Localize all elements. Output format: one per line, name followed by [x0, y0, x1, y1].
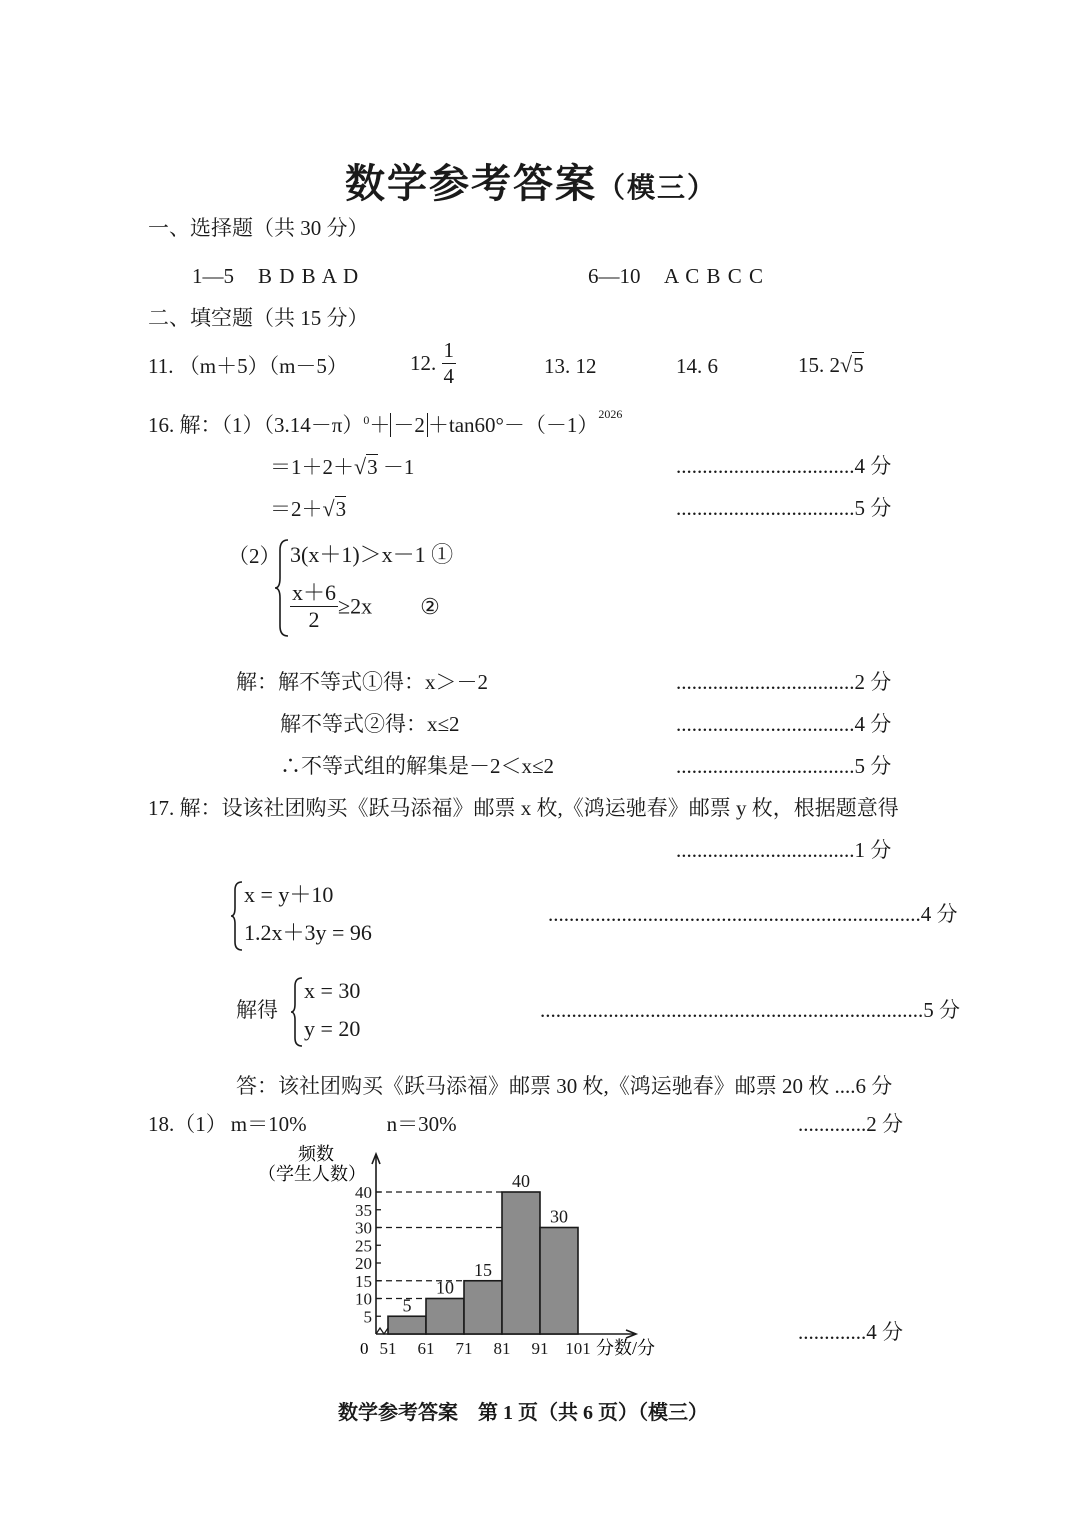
q16-ineq2-den: 2: [308, 607, 320, 632]
q18-part1: [148, 1114, 457, 1135]
q16-part2-label: （2）: [228, 544, 281, 568]
page-footer: 数学参考答案 第 1 页（共 6 页）（模三）: [338, 1402, 708, 1424]
q17-answer: 答：该社团购买《跃马添福》邮票 30 枚,《鸿运驰春》邮票 20 枚 ....6 分: [236, 1074, 893, 1098]
q16-step1-rad: 3: [367, 455, 378, 479]
q17-intro: 17. 解：设该社团购买《跃马添福》邮票 x 枚,《鸿运驰春》邮票 y 枚，根据题意得: [148, 796, 899, 820]
brace-icon: [290, 976, 304, 1048]
chart-data-label: 5: [402, 1295, 412, 1316]
q16-step1: [270, 456, 414, 478]
q16-sol3-score: ..................................5 分: [676, 754, 892, 778]
q16-ineq2: [290, 582, 440, 631]
q18-part1-score: .............2 分: [798, 1112, 903, 1136]
sqrt-icon: √: [322, 496, 335, 521]
q17-solve-label: 解得: [236, 998, 278, 1022]
chart-y-tick-label: 20: [355, 1254, 372, 1273]
q17-sol-score: .........................................................................5 分: [540, 998, 960, 1022]
chart-y-tick-label: 40: [355, 1183, 372, 1202]
chart-y-tick-label: 15: [355, 1271, 372, 1291]
q15-radicand: 5: [853, 353, 864, 377]
q17-eq-score: .......................................................................4 分: [548, 902, 958, 926]
chart-ylabel-line2: （学生人数）: [258, 1164, 366, 1184]
chart-y-tick-label: 25: [355, 1236, 372, 1256]
chart-plot-area: [355, 1154, 636, 1358]
q17-sol-y: y = 20: [304, 1016, 361, 1041]
chart-x-tick-label: 61: [417, 1339, 435, 1358]
q16-tan-part: ＋tan60°－（－1）: [427, 413, 599, 437]
fill-q12: [410, 340, 456, 387]
q18-label: 18.（1）: [148, 1112, 227, 1136]
choice-answers-2: A C B C C: [664, 264, 765, 288]
chart-x-tick-label: 51: [379, 1339, 397, 1358]
q16-expression: [148, 407, 623, 437]
q16-exp0: 0: [363, 413, 370, 427]
q16-step1-score: ..................................4 分: [676, 454, 892, 478]
chart-x-tick-label: 91: [531, 1339, 549, 1358]
chart-bar: [464, 1281, 502, 1334]
fill-q13: 13. 12: [544, 354, 597, 378]
choice-range-2: 6—10: [588, 264, 641, 288]
chart-y-tick-label: 30: [355, 1218, 372, 1238]
q16-abs: －2: [390, 413, 428, 437]
chart-ylabel-line1: 频数: [298, 1144, 334, 1164]
page-title-sub: （模三）: [597, 173, 718, 204]
choice-range-1: 1—5: [192, 264, 234, 288]
q16-plus: ＋: [369, 413, 391, 437]
q17-eq1: x = y＋10: [244, 882, 334, 907]
choice-answers-1: B D B A D: [258, 264, 360, 288]
q17-sol-x: x = 30: [304, 978, 361, 1003]
chart-x-tick-label: 71: [455, 1339, 473, 1358]
q15-label: 15. 2: [798, 353, 840, 377]
q16-ineq2-rest: ≥2x: [338, 593, 373, 619]
sqrt-icon: √: [354, 454, 367, 479]
fill-q11: [148, 356, 348, 377]
chart-data-label: 15: [474, 1259, 492, 1280]
brace-icon: [230, 880, 244, 952]
q17-eq2: 1.2x＋3y = 96: [244, 920, 372, 945]
q18-chart-score: .............4 分: [798, 1320, 903, 1344]
q16-sol2-score: ..................................4 分: [676, 712, 892, 736]
chart-data-label: 10: [436, 1277, 454, 1298]
q16-sol2: 解不等式②得：x≤2: [280, 712, 460, 736]
q11-answer: （m＋5）（m－5）: [178, 354, 348, 378]
q16-ineq2-fraction: [290, 582, 338, 631]
q16-step1-pre: ＝1＋2＋: [270, 455, 354, 479]
q16-step2-score: ..................................5 分: [676, 496, 892, 520]
section-fill-heading: 二、填空题（共 15 分）: [148, 306, 369, 330]
q12-denominator: 4: [443, 364, 454, 388]
q11-label: 11.: [148, 354, 174, 378]
q12-label: 12.: [410, 351, 437, 375]
q16-ineq2-num: x＋6: [292, 580, 337, 605]
q16-sol1: 解：解不等式①得：x＞－2: [236, 670, 488, 694]
chart-data-label: 30: [550, 1206, 568, 1227]
page-title-main: 数学参考答案: [345, 161, 597, 206]
histogram-chart: [250, 1138, 680, 1368]
q16-step2-rad: 3: [335, 497, 347, 521]
chart-y-tick-label: 10: [355, 1289, 372, 1309]
q16-sol3: ∴不等式组的解集是－2＜x≤2: [280, 754, 555, 778]
q12-numerator: 1: [443, 338, 454, 362]
q16-step2-pre: ＝2＋: [270, 497, 323, 521]
chart-bar: [502, 1192, 540, 1334]
section-choice-heading: 一、选择题（共 30 分）: [148, 216, 369, 240]
q16-step2: [270, 498, 346, 520]
q16-exp2026: 2026: [598, 407, 623, 421]
chart-bar: [426, 1299, 464, 1335]
chart-y-tick-label: 5: [363, 1307, 372, 1327]
q16-sol1-score: ..................................2 分: [676, 670, 892, 694]
q16-step1-post: －1: [382, 455, 415, 479]
chart-x-tick-label: 81: [493, 1339, 511, 1358]
chart-y-tick-label: 35: [355, 1200, 372, 1220]
chart-xlabel: 分数/分: [596, 1338, 656, 1358]
q16-label: 16. 解：（1）（3.14－π）: [148, 413, 364, 437]
chart-bar: [540, 1228, 578, 1335]
page-title: [345, 152, 717, 209]
fill-q14: 14. 6: [676, 354, 718, 378]
fill-q15: [798, 354, 864, 376]
axis-break-icon: [376, 1328, 388, 1334]
q16-ineq2-mark: ②: [420, 593, 440, 619]
q17-intro-score: ..................................1 分: [676, 838, 892, 862]
chart-bar: [388, 1316, 426, 1334]
q18-n: n＝30%: [386, 1112, 457, 1136]
q16-ineq1: 3(x＋1)＞x－1 ①: [290, 542, 454, 567]
chart-origin-label: 0: [360, 1339, 369, 1358]
q12-fraction: [442, 340, 457, 387]
sqrt-icon: √: [840, 352, 853, 377]
q18-m: m＝10%: [230, 1112, 307, 1136]
chart-data-label: 40: [512, 1171, 530, 1191]
chart-x-tick-label: 101: [565, 1339, 591, 1358]
brace-icon: [274, 538, 290, 638]
